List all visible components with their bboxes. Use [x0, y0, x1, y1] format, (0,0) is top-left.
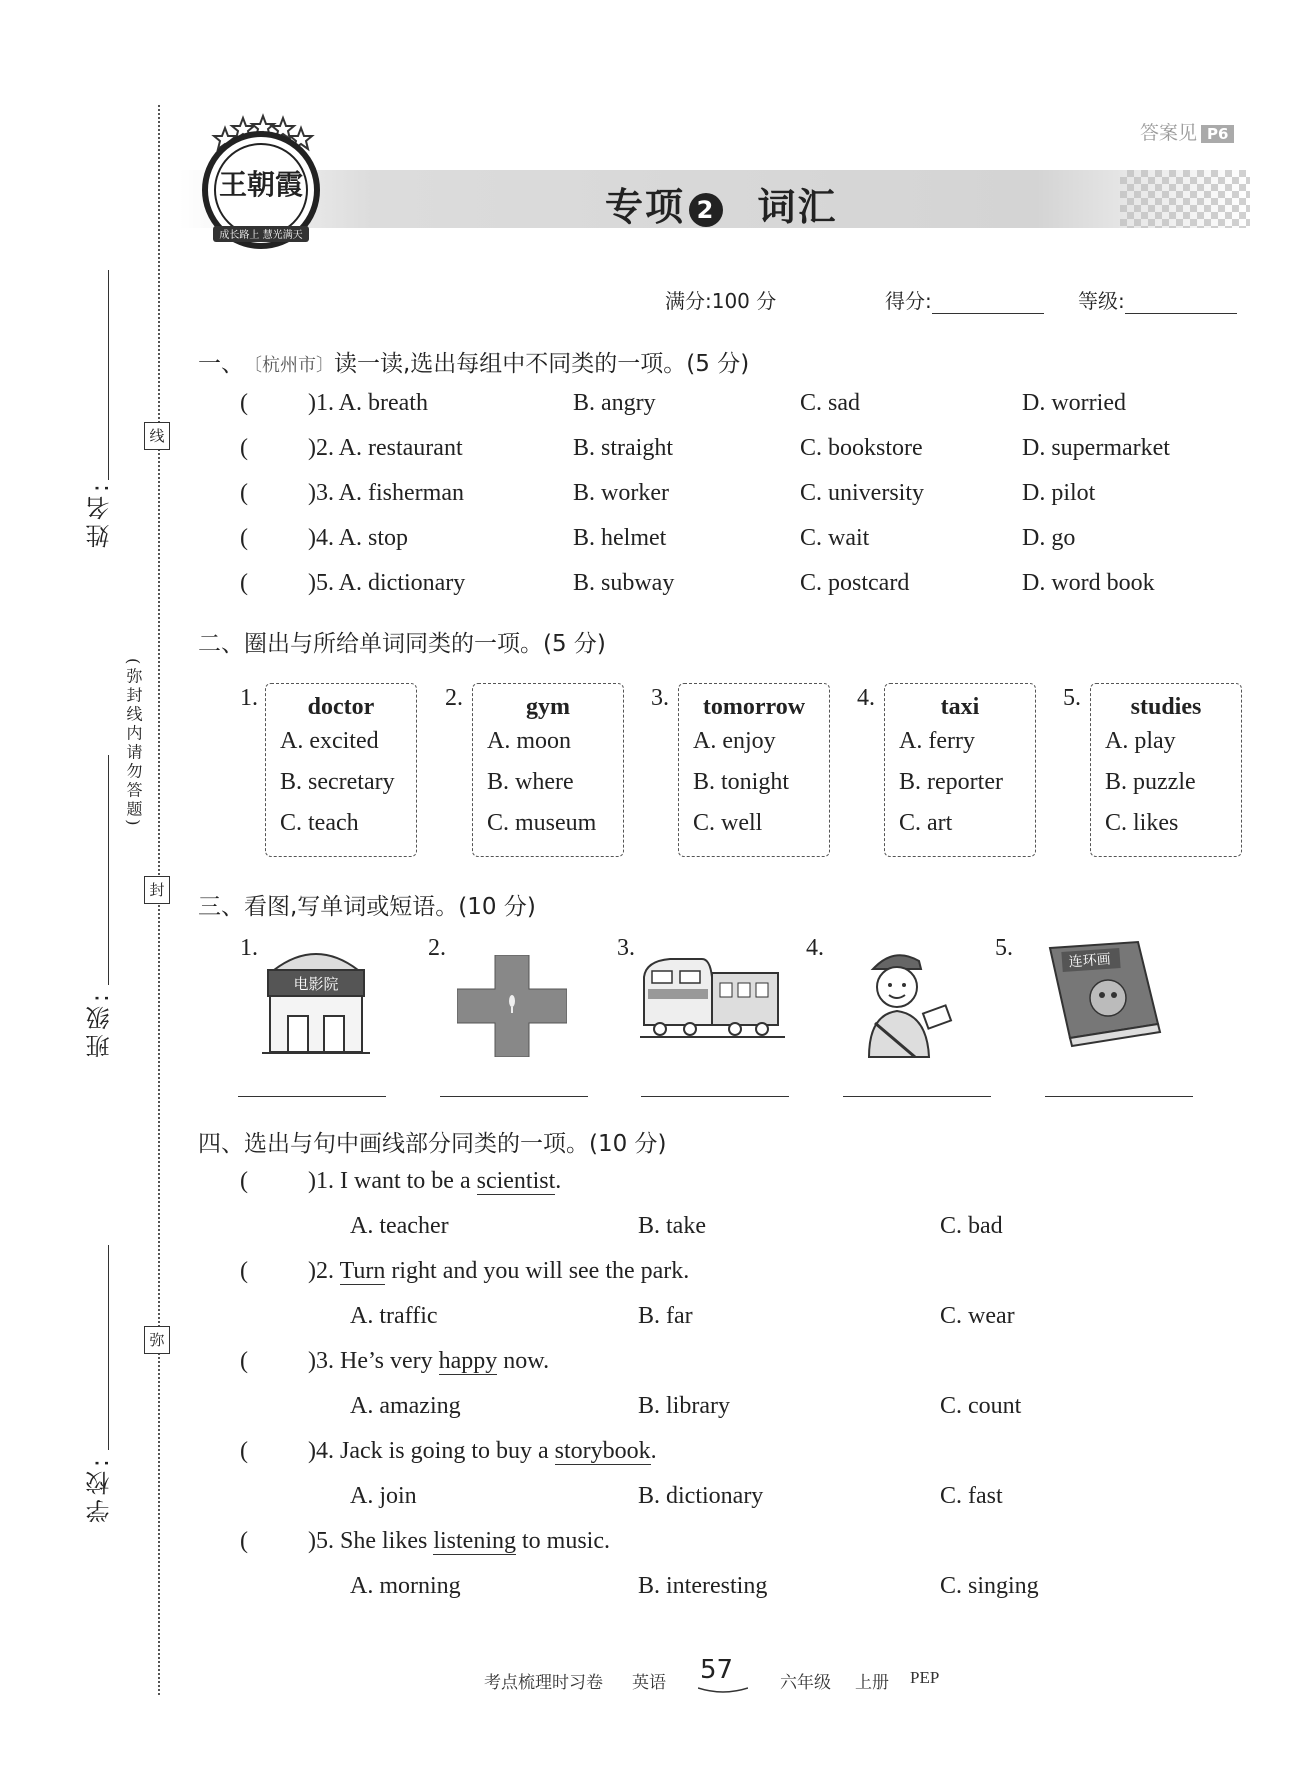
- s3-item1-num: 1.: [240, 935, 258, 961]
- footer-edition: PEP: [910, 1668, 940, 1687]
- s4-q2-c: C. wear: [940, 1303, 1015, 1329]
- full-score: 满分:100 分: [665, 289, 777, 313]
- seal-mark-xian: 线: [144, 422, 170, 450]
- answer-reference: 答案见 P6: [1140, 118, 1234, 145]
- school-label: 学校:: [86, 1455, 114, 1524]
- s4-q2-sentence: )2. Turn right and you will see the park.: [308, 1258, 690, 1284]
- option[interactable]: B. reporter: [899, 769, 1003, 795]
- s4-q2-b: B. far: [638, 1303, 693, 1329]
- train-picture: [640, 955, 785, 1045]
- answer-paren[interactable]: (: [240, 570, 248, 596]
- s1-q1-b: B. angry: [573, 390, 656, 416]
- s3-item2-num: 2.: [428, 935, 446, 961]
- page-title: 专项 2 词汇: [605, 185, 838, 229]
- s1-q4-d: D. go: [1022, 525, 1076, 551]
- footer-volume: 上册: [855, 1673, 889, 1692]
- s4-q1-c: C. bad: [940, 1213, 1003, 1239]
- option[interactable]: A. ferry: [899, 728, 975, 754]
- s2-box5: [1090, 683, 1242, 857]
- s1-q5-c: C. postcard: [800, 570, 910, 596]
- seal-mark-mi: 弥: [144, 1326, 170, 1354]
- answer-paren[interactable]: (: [240, 1168, 248, 1194]
- answer-line-4[interactable]: [843, 1096, 991, 1097]
- s1-q5-a: )5. A. dictionary: [308, 570, 466, 596]
- s4-q1-sentence: )1. I want to be a scientist.: [308, 1168, 562, 1194]
- s1-q2-c: C. bookstore: [800, 435, 923, 461]
- option[interactable]: B. secretary: [280, 769, 395, 795]
- s4-q5-b: B. interesting: [638, 1573, 768, 1599]
- s1-q3-b: B. worker: [573, 480, 669, 506]
- school-field[interactable]: [108, 1245, 109, 1450]
- score-field[interactable]: 得分:: [885, 285, 1044, 314]
- s1-q5-d: D. word book: [1022, 570, 1155, 596]
- answer-line-3[interactable]: [641, 1096, 789, 1097]
- option[interactable]: A. enjoy: [693, 728, 776, 754]
- seal-note: (弥封线内请勿答题): [124, 658, 143, 829]
- s2-box2: [472, 683, 624, 857]
- s4-q1-b: B. take: [638, 1213, 706, 1239]
- option[interactable]: A. excited: [280, 728, 379, 754]
- option[interactable]: C. likes: [1105, 810, 1179, 836]
- given-word: studies: [1130, 694, 1202, 720]
- option[interactable]: C. teach: [280, 810, 359, 836]
- given-word: doctor: [307, 694, 375, 720]
- s2-box3-num: 3.: [651, 685, 669, 711]
- s1-q1-c: C. sad: [800, 390, 860, 416]
- name-field[interactable]: [108, 270, 109, 480]
- option[interactable]: A. moon: [487, 728, 571, 754]
- footer-grade: 六年级: [780, 1673, 831, 1692]
- svg-text:电影院: 电影院: [293, 975, 339, 993]
- s4-q3-a: A. amazing: [350, 1393, 461, 1419]
- option[interactable]: B. where: [487, 769, 574, 795]
- s2-box4: [884, 683, 1036, 857]
- given-word: taxi: [940, 694, 980, 720]
- s4-q5-a: A. morning: [350, 1573, 461, 1599]
- s1-q1-a: )1. A. breath: [308, 390, 428, 416]
- s2-box2-num: 2.: [445, 685, 463, 711]
- given-word: gym: [526, 694, 570, 720]
- grade-field[interactable]: 等级:: [1078, 285, 1237, 314]
- answer-paren[interactable]: (: [240, 1438, 248, 1464]
- page-number-decoration: [698, 1686, 748, 1696]
- s4-q2-a: A. traffic: [350, 1303, 438, 1329]
- s1-q3-a: )3. A. fisherman: [308, 480, 464, 506]
- s1-q2-a: )2. A. restaurant: [308, 435, 463, 461]
- section4-title: 四、选出与句中画线部分同类的一项。(10 分): [198, 1131, 667, 1157]
- brand-logo: [183, 108, 333, 258]
- s1-q2-b: B. straight: [573, 435, 673, 461]
- svg-text:王朝霞: 王朝霞: [218, 168, 304, 201]
- answer-paren[interactable]: (: [240, 390, 248, 416]
- postman-picture: [855, 945, 955, 1060]
- answer-line-2[interactable]: [440, 1096, 588, 1097]
- s4-q5-sentence: )5. She likes listening to music.: [308, 1528, 610, 1554]
- answer-paren[interactable]: (: [240, 1348, 248, 1374]
- s1-q5-b: B. subway: [573, 570, 675, 596]
- given-word: tomorrow: [702, 694, 806, 720]
- s2-box1: [265, 683, 417, 857]
- class-label: 班级:: [86, 990, 114, 1059]
- s1-q3-c: C. university: [800, 480, 924, 506]
- seal-mark-feng: 封: [144, 876, 170, 904]
- s1-q1-d: D. worried: [1022, 390, 1126, 416]
- s3-item3-num: 3.: [617, 935, 635, 961]
- s2-box4-num: 4.: [857, 685, 875, 711]
- class-field[interactable]: [108, 755, 109, 985]
- s1-q2-d: D. supermarket: [1022, 435, 1170, 461]
- answer-paren[interactable]: (: [240, 480, 248, 506]
- svg-text:连环画: 连环画: [1068, 951, 1112, 971]
- answer-paren[interactable]: (: [240, 435, 248, 461]
- s1-q4-c: C. wait: [800, 525, 870, 551]
- crossing-picture: [457, 955, 567, 1057]
- section2-title: 二、圈出与所给单词同类的一项。(5 分): [198, 631, 606, 657]
- s3-item4-num: 4.: [806, 935, 824, 961]
- answer-paren[interactable]: (: [240, 525, 248, 551]
- option[interactable]: A. play: [1105, 728, 1176, 754]
- s4-q5-c: C. singing: [940, 1573, 1039, 1599]
- s4-q4-sentence: )4. Jack is going to buy a storybook.: [308, 1438, 657, 1464]
- s2-box1-num: 1.: [240, 685, 258, 711]
- s1-q4-b: B. helmet: [573, 525, 667, 551]
- s3-item5-num: 5.: [995, 935, 1013, 961]
- footer-book-title: 考点梳理时习卷: [484, 1673, 603, 1692]
- page-number: 57: [700, 1655, 734, 1685]
- option[interactable]: C. well: [693, 810, 763, 836]
- option[interactable]: C. art: [899, 810, 953, 836]
- s4-q3-b: B. library: [638, 1393, 730, 1419]
- option[interactable]: B. tonight: [693, 769, 790, 795]
- banner-checker-pattern: [1120, 170, 1250, 228]
- answer-line-5[interactable]: [1045, 1096, 1193, 1097]
- s4-q4-c: C. fast: [940, 1483, 1003, 1509]
- comic-book-picture: [1040, 940, 1165, 1050]
- footer-subject: 英语: [632, 1673, 666, 1692]
- s2-box3: [678, 683, 830, 857]
- answer-line-1[interactable]: [238, 1096, 386, 1097]
- name-label: 姓名:: [86, 480, 114, 549]
- s4-q3-sentence: )3. He’s very happy now.: [308, 1348, 550, 1374]
- section1-title: 一、〔杭州市〕读一读,选出每组中不同类的一项。(5 分): [198, 351, 750, 377]
- section3-title: 三、看图,写单词或短语。(10 分): [198, 894, 536, 920]
- option[interactable]: C. museum: [487, 810, 597, 836]
- option[interactable]: B. puzzle: [1105, 769, 1196, 795]
- svg-text:成长路上 慧光满天: 成长路上 慧光满天: [219, 230, 303, 241]
- answer-paren[interactable]: (: [240, 1528, 248, 1554]
- s2-box5-num: 5.: [1063, 685, 1081, 711]
- s4-q3-c: C. count: [940, 1393, 1022, 1419]
- s4-q4-a: A. join: [350, 1483, 417, 1509]
- s1-q4-a: )4. A. stop: [308, 525, 409, 551]
- s4-q4-b: B. dictionary: [638, 1483, 764, 1509]
- cinema-picture: [262, 940, 370, 1058]
- s4-q1-a: A. teacher: [350, 1213, 449, 1239]
- s1-q3-d: D. pilot: [1022, 480, 1096, 506]
- answer-paren[interactable]: (: [240, 1258, 248, 1284]
